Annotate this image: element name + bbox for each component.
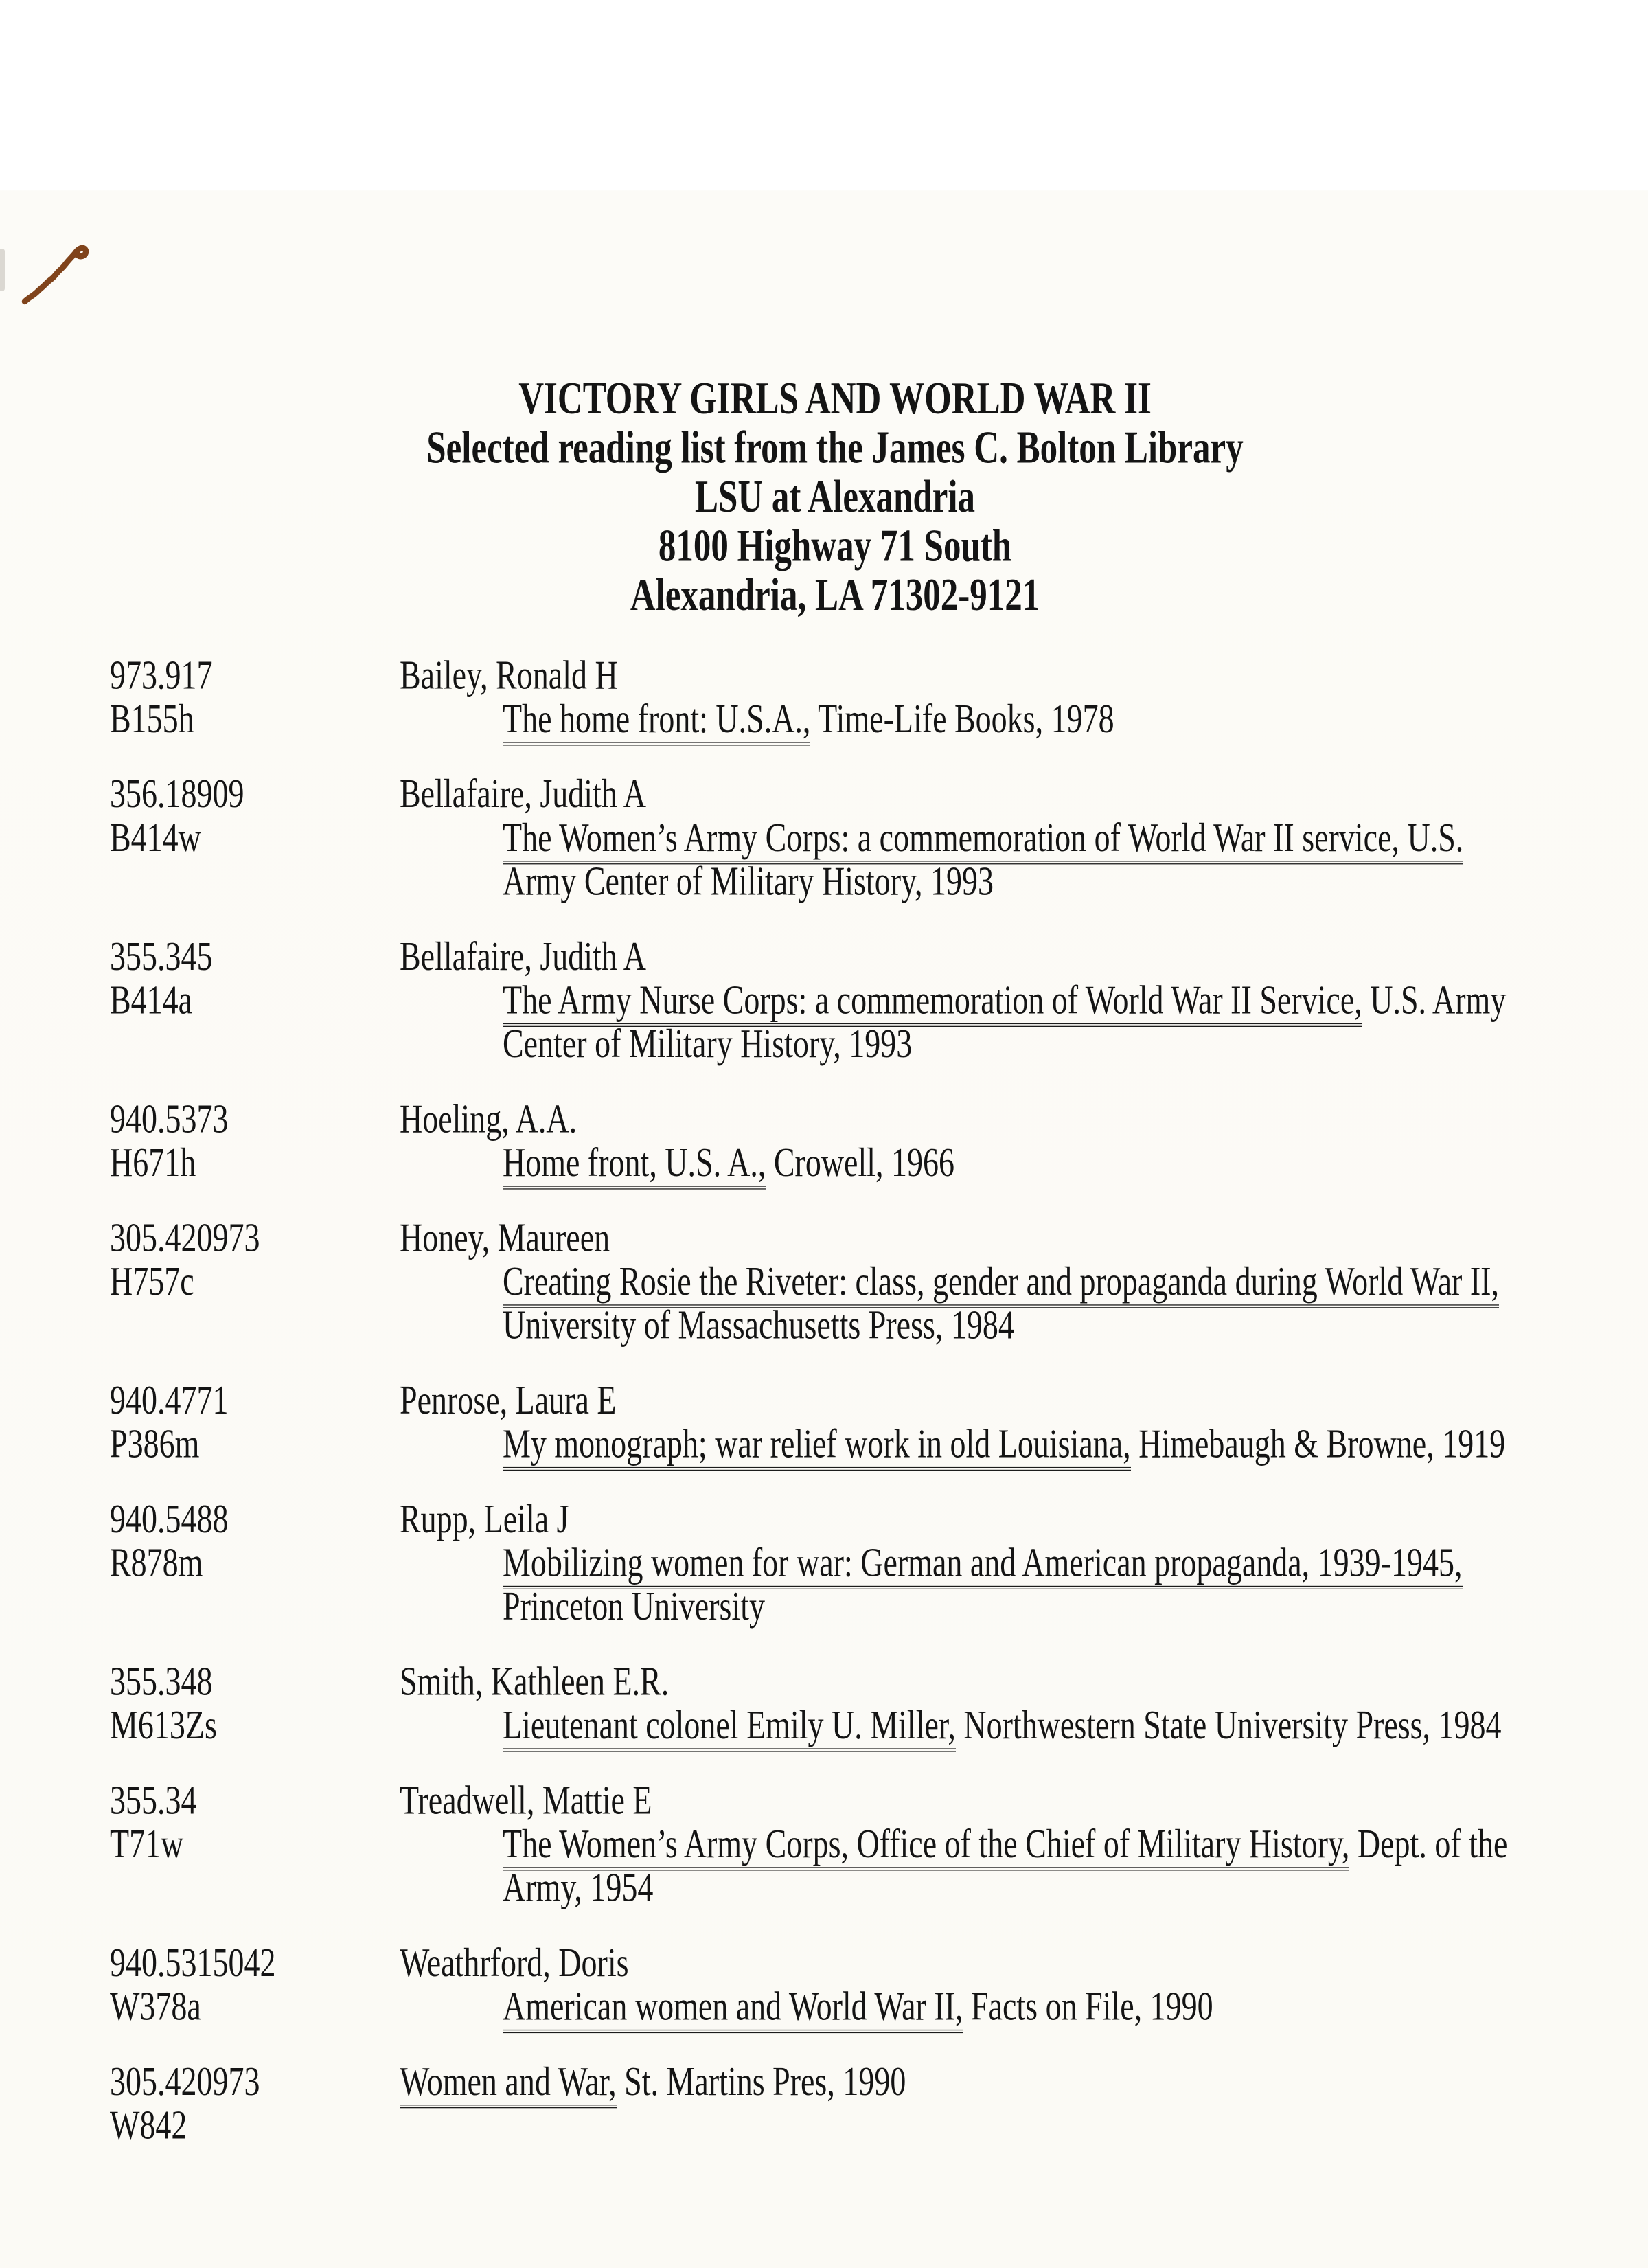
- publication-text: Princeton University: [503, 1583, 765, 1629]
- call-number-line: 355.34: [110, 1777, 197, 1823]
- title-underlined-text: Creating Rosie the Riveter: class, gender and propaganda during World War II,: [503, 1258, 1499, 1308]
- author-name: Bellafaire, Judith A: [400, 933, 646, 979]
- title-block: [503, 1703, 1648, 1747]
- title-underlined-text: The home front: U.S.A.,: [503, 696, 810, 746]
- call-number: [110, 1778, 400, 1909]
- entry-body: [400, 934, 1648, 1065]
- call-number-line: 940.5315042: [110, 1939, 276, 1985]
- author-name: Bellafaire, Judith A: [400, 770, 646, 817]
- call-number-line: M613Zs: [110, 1701, 217, 1748]
- call-number-line: 940.5373: [110, 1096, 229, 1142]
- title-line: [400, 2059, 1648, 2103]
- call-number: [110, 771, 400, 903]
- author-name: Weathrford, Doris: [400, 1939, 629, 1985]
- call-number: [110, 1940, 400, 2028]
- title-block: [503, 1422, 1648, 1466]
- title-block: [503, 1140, 1648, 1184]
- title-line: [503, 1422, 1648, 1466]
- entry-row: [110, 771, 1648, 903]
- document-header: [0, 0, 1648, 620]
- title-line: [503, 978, 1648, 1022]
- title-line: [503, 1140, 1648, 1184]
- entry-body: [400, 1215, 1648, 1346]
- author-name: Penrose, Laura E: [400, 1376, 617, 1422]
- title-underlined-text: The Army Nurse Corps: a commemoration of World War II Service,: [503, 977, 1362, 1027]
- publication-text: Army Center of Military History, 1993: [503, 858, 994, 904]
- entry-body: [400, 1659, 1648, 1746]
- call-number-line: B414a: [110, 977, 193, 1023]
- title-line: [503, 1303, 1648, 1347]
- call-number-line: 305.420973: [110, 1214, 260, 1260]
- page-title: VICTORY GIRLS AND WORLD WAR II: [518, 374, 1152, 424]
- title-line: [503, 1541, 1648, 1585]
- call-number: [110, 1378, 400, 1465]
- entry-body: [400, 653, 1648, 740]
- title-line: [503, 1866, 1648, 1909]
- entry-row: [110, 653, 1648, 740]
- title-block: [503, 696, 1648, 740]
- publication-text: St. Martins Pres, 1990: [616, 2058, 906, 2104]
- call-number-line: H757c: [110, 1258, 194, 1304]
- entry-row: [110, 1096, 1648, 1186]
- entry-body: [400, 1497, 1648, 1628]
- author-name: Hoeling, A.A.: [400, 1096, 577, 1142]
- title-line: [503, 1703, 1648, 1747]
- title-underlined-text: My monograph; war relief work in old Louisiana,: [503, 1420, 1131, 1471]
- title-line: [503, 1822, 1648, 1866]
- title-line: [503, 815, 1648, 859]
- entry-body: [400, 1096, 1648, 1186]
- call-number-line: 305.420973: [110, 2058, 260, 2104]
- call-number-line: P386m: [110, 1420, 200, 1466]
- subtitle-line: Selected reading list from the James C. Bolton Library: [426, 423, 1244, 473]
- publication-text: Dept. of the: [1349, 1820, 1508, 1866]
- call-number-line: 940.5488: [110, 1495, 229, 1541]
- address-line: 8100 Highway 71 South: [658, 521, 1012, 571]
- title-line: [503, 1021, 1648, 1065]
- author-name: Honey, Maureen: [400, 1214, 610, 1260]
- entry-row: [110, 1940, 1648, 2028]
- title-underlined-text: Lieutenant colonel Emily U. Miller,: [503, 1702, 956, 1752]
- publication-text: Army, 1954: [503, 1864, 654, 1910]
- entry-row: [110, 1778, 1648, 1909]
- call-number: [110, 2059, 400, 2146]
- title-underlined-text: The Women’s Army Corps, Office of the Chief of Military History,: [503, 1821, 1349, 1871]
- publication-text: Northwestern State University Press, 1984: [955, 1701, 1502, 1748]
- author-name: Bailey, Ronald H: [400, 651, 618, 698]
- call-number-line: T71w: [110, 1820, 184, 1866]
- entry-body: [400, 1378, 1648, 1465]
- publication-text: Crowell, 1966: [766, 1139, 955, 1186]
- call-number-line: 973.917: [110, 651, 213, 698]
- call-number-line: R878m: [110, 1539, 203, 1585]
- title-underlined-text: Mobilizing women for war: German and American propaganda, 1939-1945,: [503, 1539, 1463, 1589]
- title-underlined-text: American women and World War II,: [503, 1983, 963, 2033]
- call-number-line: W842: [110, 2102, 187, 2148]
- call-number: [110, 934, 400, 1065]
- call-number-line: W378a: [110, 1983, 201, 2029]
- title-block: [503, 1541, 1648, 1628]
- title-line: [503, 1984, 1648, 2028]
- title-block: [503, 1822, 1648, 1909]
- entry-body: [400, 1778, 1648, 1909]
- title-underlined-text: The Women’s Army Corps: a commemoration of World War II service, U.S.: [503, 815, 1463, 865]
- entry-body: [400, 1940, 1648, 2028]
- city-state-zip-line: Alexandria, LA 71302-9121: [630, 570, 1040, 621]
- entry-row: [110, 1215, 1648, 1346]
- author-name: Treadwell, Mattie E: [400, 1777, 652, 1823]
- call-number: [110, 653, 400, 740]
- title-block: [503, 1259, 1648, 1346]
- publication-text: U.S. Army: [1362, 977, 1507, 1023]
- title-line: [503, 859, 1648, 903]
- publication-text: Facts on File, 1990: [963, 1983, 1213, 2029]
- entry-row: [110, 2059, 1648, 2146]
- publication-text: Himebaugh & Browne, 1919: [1130, 1420, 1506, 1466]
- title-underlined-text: Home front, U.S. A.,: [503, 1139, 766, 1190]
- publication-text: Time-Life Books, 1978: [810, 695, 1114, 741]
- entry-body: [400, 771, 1648, 903]
- call-number-line: 355.348: [110, 1658, 213, 1704]
- entry-row: [110, 934, 1648, 1065]
- call-number-line: B414w: [110, 814, 201, 860]
- author-name: Smith, Kathleen E.R.: [400, 1658, 670, 1704]
- call-number: [110, 1659, 400, 1746]
- title-underlined-text: Women and War,: [400, 2058, 617, 2108]
- author-name: Rupp, Leila J: [400, 1495, 569, 1541]
- entry-row: [110, 1378, 1648, 1465]
- title-block: [400, 2059, 1648, 2103]
- call-number-line: 355.345: [110, 933, 213, 979]
- title-line: [503, 696, 1648, 740]
- call-number: [110, 1215, 400, 1346]
- title-block: [503, 1984, 1648, 2028]
- title-block: [503, 978, 1648, 1065]
- entry-row: [110, 1659, 1648, 1746]
- call-number-line: 356.18909: [110, 770, 244, 817]
- title-line: [503, 1584, 1648, 1628]
- reading-list: [110, 653, 1648, 2146]
- institution-line: LSU at Alexandria: [694, 472, 976, 523]
- entry-body: [400, 2059, 1648, 2146]
- publication-text: Center of Military History, 1993: [503, 1020, 913, 1067]
- call-number-line: 940.4771: [110, 1376, 229, 1422]
- call-number: [110, 1096, 400, 1186]
- entry-row: [110, 1497, 1648, 1628]
- call-number-line: B155h: [110, 695, 194, 741]
- call-number: [110, 1497, 400, 1628]
- title-block: [503, 815, 1648, 903]
- call-number-line: H671h: [110, 1139, 196, 1186]
- title-line: [503, 1259, 1648, 1303]
- publication-text: University of Massachusetts Press, 1984: [503, 1302, 1014, 1348]
